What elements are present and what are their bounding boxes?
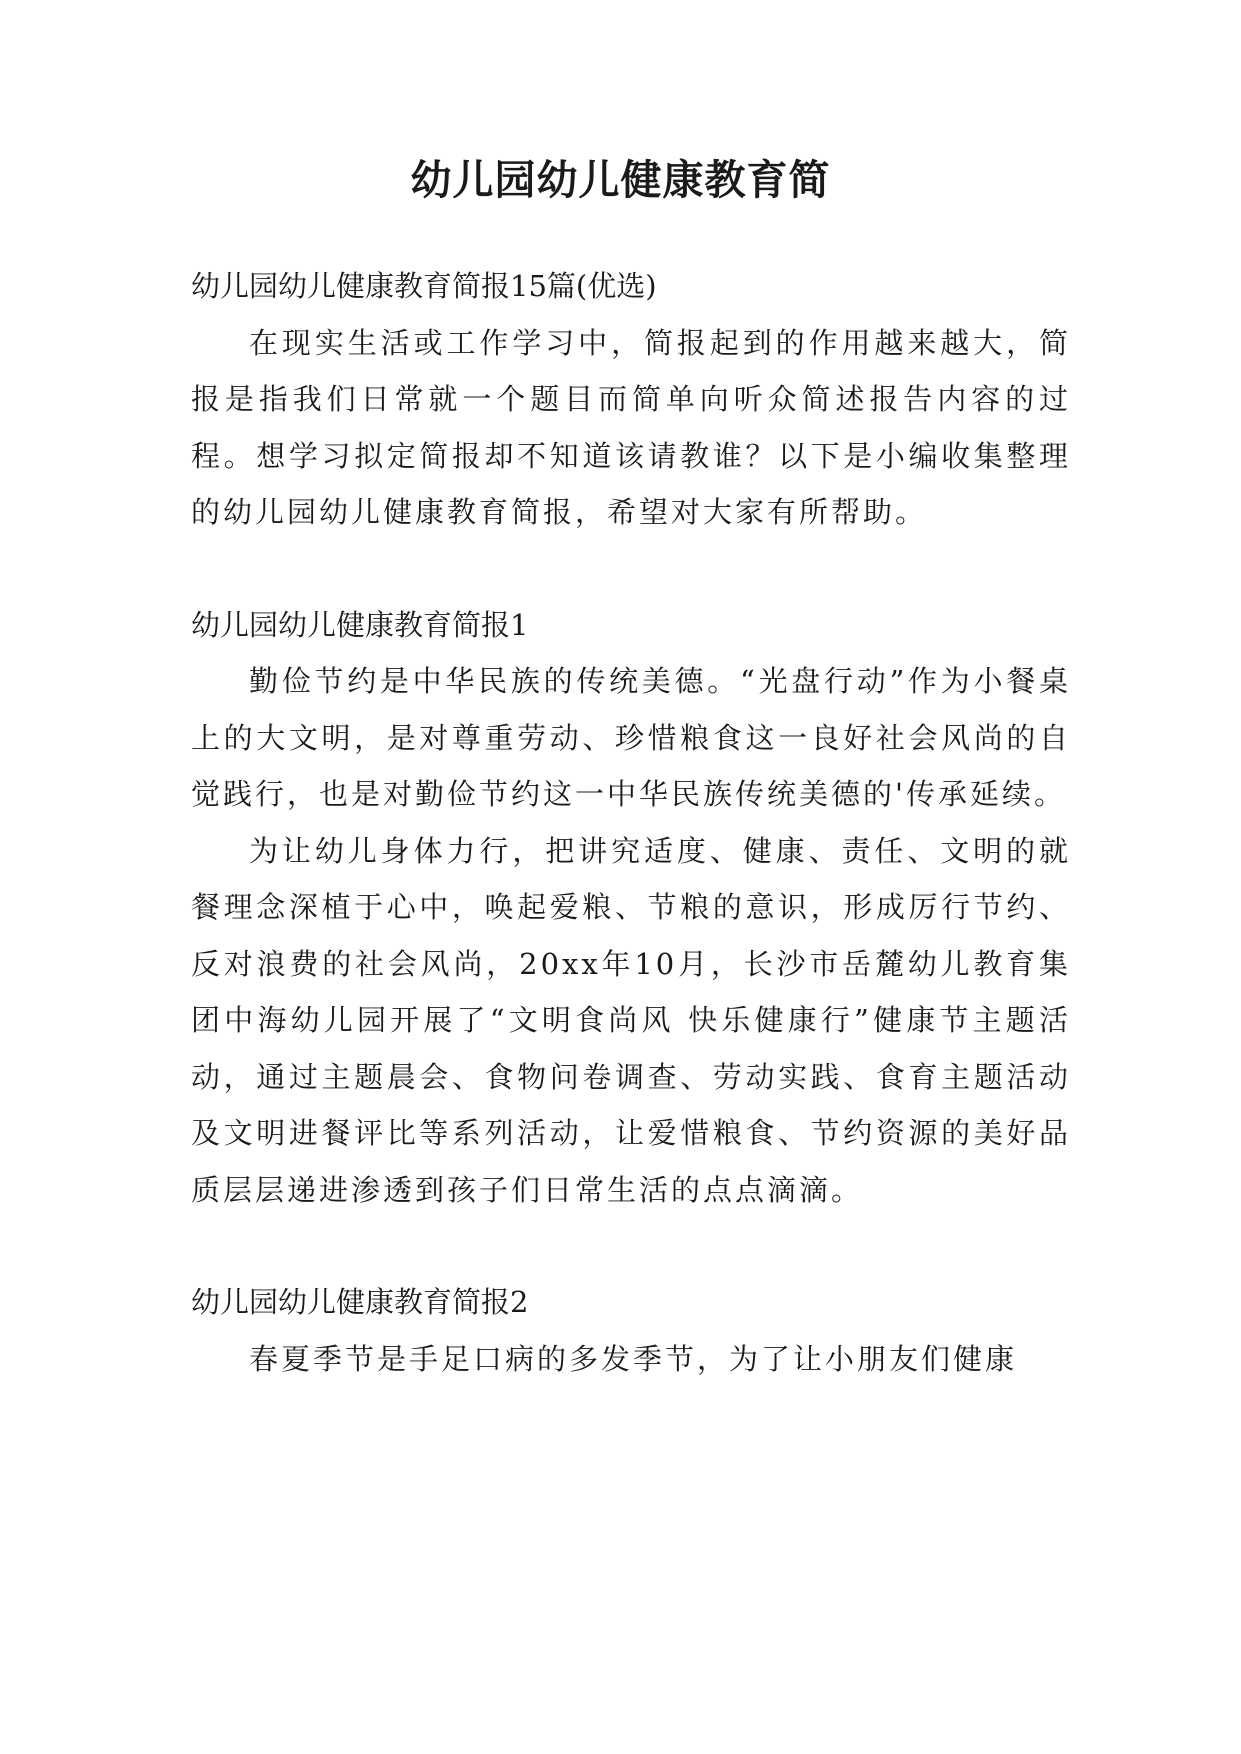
section-1-paragraph-2: 为让幼儿身体力行，把讲究适度、健康、责任、文明的就餐理念深植于心中，唤起爱粮、节粮的意识，形成厉行节约、反对浪费的社会风尚，20xx年10月，长沙市岳麓幼儿教育集团中海幼儿园开展了“文明食尚风 快乐健康行”健康节主题活动，通过主题晨会、食物问卷调查、劳动实践、食育主题活动及文明进餐评比等系列活动，让爱惜粮食、节约资源的美好品质层层递进渗透到孩子们日常生活的点点滴滴。: [191, 833, 1071, 1207]
section-spacer: [191, 1218, 1071, 1274]
intro-paragraph: 在现实生活或工作学习中，简报起到的作用越来越大，简报是指我们日常就一个题目而简单向听众简述报告内容的过程。想学习拟定简报却不知道该请教谁？以下是小编收集整理的幼儿园幼儿健康教育简报，希望对大家有所帮助。: [191, 325, 1071, 529]
section-1-paragraph-1: 勤俭节约是中华民族的传统美德。“光盘行动”作为小餐桌上的大文明，是对尊重劳动、珍惜粮食这一良好社会风尚的自觉践行，也是对勤俭节约这一中华民族传统美德的'传承延续。: [191, 664, 1071, 811]
section-2-heading: 幼儿园幼儿健康教育简报2: [191, 1285, 529, 1319]
section-1-heading: 幼儿园幼儿健康教育简报1: [191, 607, 529, 642]
section-2-paragraph-1: 春夏季节是手足口病的多发季节，为了让小朋友们健康: [249, 1341, 1018, 1376]
section-spacer: [191, 541, 1071, 597]
document-body: [191, 258, 1071, 1387]
document-title: 幼儿园幼儿健康教育简: [410, 156, 831, 204]
document-subtitle: 幼儿园幼儿健康教育简报15篇(优选): [191, 269, 657, 303]
